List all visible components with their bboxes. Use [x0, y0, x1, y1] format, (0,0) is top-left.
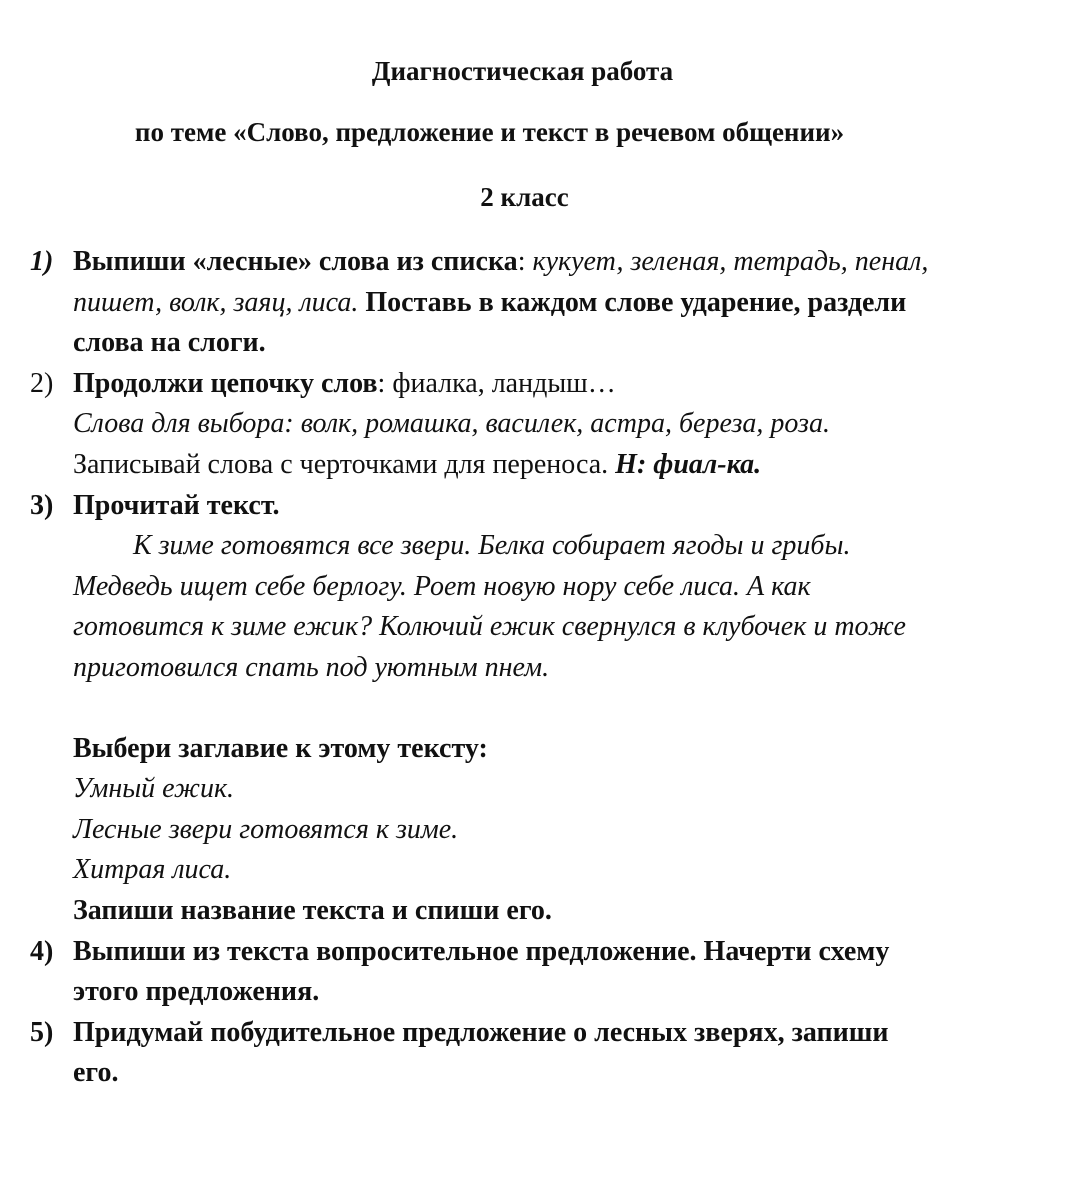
- task-3-text: [73, 526, 1060, 688]
- task-1-line-3: слова на слоги.: [73, 327, 266, 359]
- task-2-example: Н: фиал-ка.: [615, 448, 762, 480]
- task-2-choices: Слова для выбора: волк, ромашка, василек, астра, береза, роза.: [73, 408, 830, 440]
- task-3-instruction: Прочитай текст.: [73, 489, 280, 521]
- task-2-hint: Записывай слова с черточками для переноса.: [73, 448, 609, 480]
- task-1-line-1: [73, 242, 1060, 283]
- paragraph-gap: [73, 689, 1060, 729]
- task-4-line-2: этого предложения.: [73, 976, 320, 1008]
- task-5-line-2: его.: [73, 1057, 119, 1089]
- task-1-line-2: [73, 283, 1060, 324]
- task-3-text-line-1: К зиме готовятся все звери. Белка собирает ягоды и грибы.: [133, 530, 851, 562]
- task-1-instruction: Выпиши «лесные» слова из списка: [73, 246, 518, 277]
- task-2-chain: : фиалка, ландыш…: [377, 367, 616, 399]
- task-list: [30, 242, 1060, 1094]
- task-3-text-line-2: Медведь ищет себе берлогу. Роет новую нору себе лиса. А как: [73, 570, 811, 602]
- task-5-number: 5): [30, 1016, 54, 1048]
- task-2: [30, 364, 1060, 486]
- task-3-text-line-4: приготовился спать под уютным пнем.: [73, 651, 550, 683]
- title-option-1: Умный ежик.: [73, 773, 235, 805]
- task-5: [30, 1013, 1060, 1094]
- task-1-words-line-2: пишет, волк, заяц, лиса.: [73, 286, 359, 318]
- title-option-3: Хитрая лиса.: [73, 854, 232, 886]
- task-1: [30, 242, 1060, 364]
- task-4-number: 4): [30, 935, 54, 967]
- task-1-number: 1): [30, 246, 54, 277]
- task-1-words-line-1: кукует, зеленая, тетрадь, пенал,: [532, 246, 929, 277]
- task-2-line-1: [73, 364, 1060, 405]
- task-2-line-3: [73, 445, 1060, 486]
- title-option-2: Лесные звери готовятся к зиме.: [73, 813, 459, 845]
- task-3-write-title: Запиши название текста и спиши его.: [73, 894, 552, 926]
- task-1-instruction-2: Поставь в каждом слове ударение, раздели: [365, 286, 907, 318]
- task-2-instruction: Продолжи цепочку слов: [73, 367, 378, 399]
- task-3-text-line-3: готовится к зиме ежик? Колючий ежик свернулся в клубочек и тоже: [73, 611, 906, 643]
- task-3: [30, 486, 1060, 932]
- task-4: [30, 932, 1060, 1013]
- task-2-number: 2): [30, 367, 54, 399]
- document-topic: по теме «Слово, предложение и текст в речевом общении»: [134, 117, 845, 147]
- document-title: Диагностическая работа: [371, 56, 674, 86]
- task-5-line-1: Придумай побудительное предложение о лесных зверях, запиши: [73, 1016, 889, 1048]
- task-1-colon: :: [517, 246, 526, 277]
- task-3-number: 3): [30, 489, 54, 521]
- task-4-line-1: Выпиши из текста вопросительное предложение. Начерти схему: [73, 935, 890, 967]
- document-grade: 2 класс: [480, 182, 569, 212]
- task-3-choose-title: Выбери заглавие к этому тексту:: [73, 732, 488, 764]
